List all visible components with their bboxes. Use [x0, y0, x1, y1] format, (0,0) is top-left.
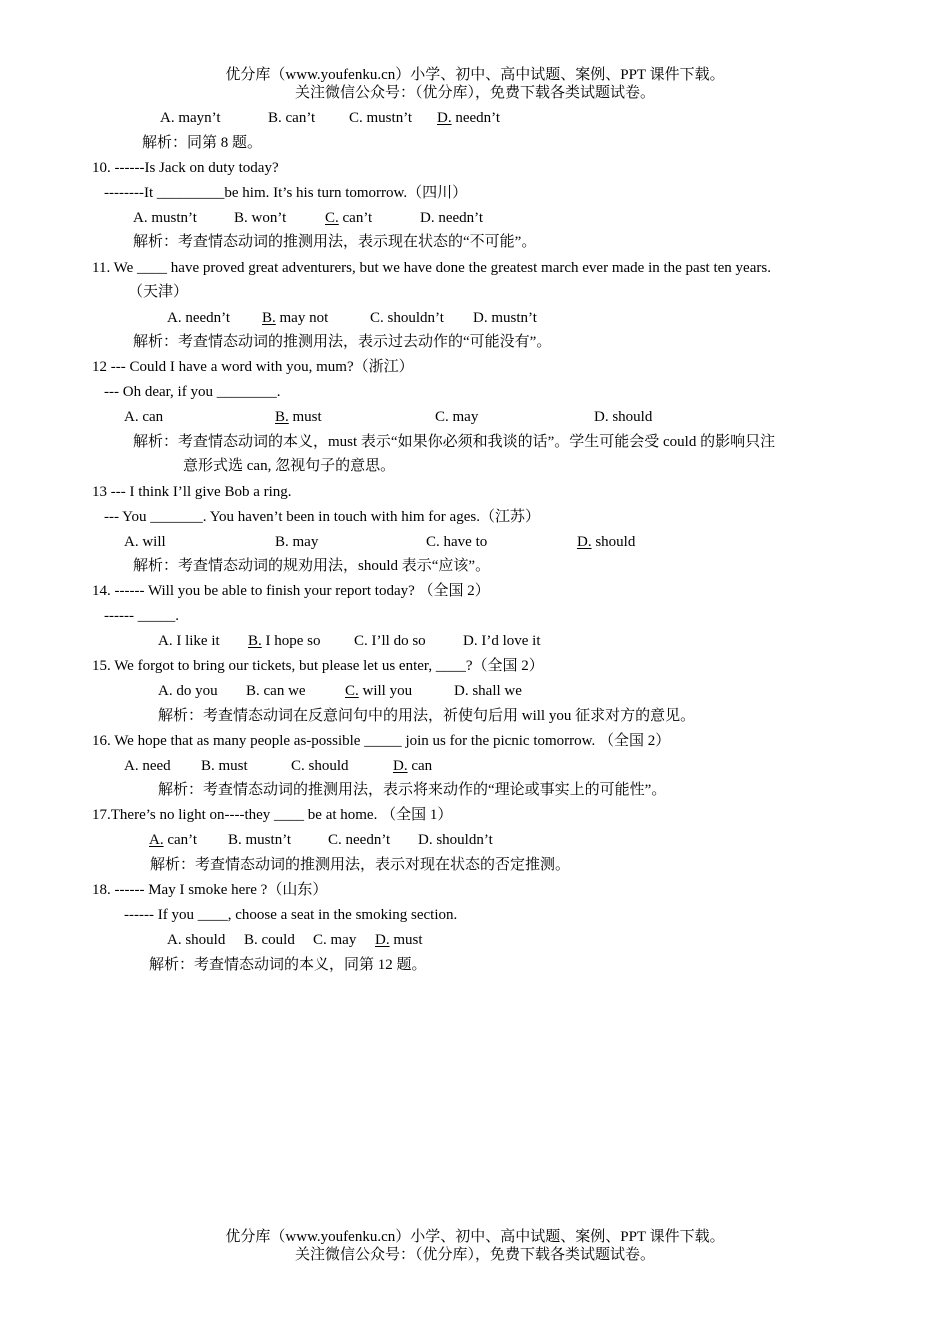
page-header-line-2: 关注微信公众号：（优分库），免费下载各类试题试卷。	[294, 85, 655, 101]
q13-option-c: C. have to	[426, 534, 488, 550]
q11-option-d: D. mustn’t	[473, 310, 537, 326]
q18-option-b: B. could	[244, 932, 295, 948]
q9-option-b: B. can’t	[268, 110, 316, 126]
q13-options	[0, 533, 950, 551]
q13-option-d: D. should	[577, 534, 636, 550]
q14-stem: 14. ------ Will you be able to finish your report today? （全国 2）	[92, 583, 490, 599]
q9-option-a: A. mayn’t	[160, 110, 221, 126]
q10-option-a: A. mustn’t	[133, 210, 197, 226]
q18-options	[0, 931, 950, 949]
q11-options	[0, 309, 950, 327]
q11-source: （天津）	[128, 284, 189, 300]
q14-response: ------ _____.	[104, 608, 179, 624]
q15-option-c: C. will you	[345, 683, 413, 699]
q15-option-d: D. shall we	[454, 683, 522, 699]
q11-option-c: C. shouldn’t	[370, 310, 444, 326]
q10-analysis: 解析：考查情态动词的推测用法，表示现在状态的“不可能”。	[133, 234, 537, 250]
q14-option-a: A. I like it	[158, 633, 220, 649]
page-footer-line-2: 关注微信公众号：（优分库），免费下载各类试题试卷。	[294, 1247, 655, 1263]
q14-option-b: B. I hope so	[248, 633, 321, 649]
q18-option-c: C. may	[313, 932, 357, 948]
q12-response: --- Oh dear, if you ________.	[104, 384, 281, 400]
q13-option-b: B. may	[275, 534, 319, 550]
q10-options	[0, 209, 950, 227]
q18-option-d: D. must	[375, 932, 423, 948]
q12-option-a: A. can	[124, 409, 164, 425]
q18-response: ------ If you ____, choose a seat in the smoking section.	[124, 907, 458, 923]
page-footer-line-1: 优分库（www.youfenku.cn）小学、初中、高中试题、案例、PPT 课件下载。	[225, 1229, 725, 1245]
q13-option-a: A. will	[124, 534, 166, 550]
q12-stem: 12 --- Could I have a word with you, mum?（浙江）	[92, 359, 414, 375]
q10-option-b: B. won’t	[234, 210, 287, 226]
q17-option-c: C. needn’t	[328, 832, 391, 848]
q15-options	[0, 682, 950, 700]
q15-analysis: 解析：考查情态动词在反意问句中的用法，祈使句后用 will you 征求对方的意见。	[158, 708, 696, 724]
q12-option-c: C. may	[435, 409, 479, 425]
q12-option-b: B. must	[275, 409, 322, 425]
q17-option-b: B. mustn’t	[228, 832, 292, 848]
q10-response: --------It _________be him. It’s his turn tomorrow.（四川）	[104, 185, 468, 201]
q11-option-a: A. needn’t	[167, 310, 231, 326]
q9-option-c: C. mustn’t	[349, 110, 413, 126]
q11-stem: 11. We ____ have proved great adventurers, but we have done the greatest march ever made in the past ten years.	[92, 260, 771, 276]
q16-option-d: D. can	[393, 758, 433, 774]
q12-option-d: D. should	[594, 409, 653, 425]
q16-stem: 16. We hope that as many people as-possible _____ join us for the picnic tomorrow. （全国 2）	[92, 733, 671, 749]
q18-analysis: 解析：考查情态动词的本义，同第 12 题。	[149, 957, 427, 973]
q14-option-c: C. I’ll do so	[354, 633, 426, 649]
q17-stem: 17.There’s no light on----they ____ be at home. （全国 1）	[92, 807, 453, 823]
q18-stem: 18. ------ May I smoke here ?（山东）	[92, 882, 328, 898]
q17-option-d: D. shouldn’t	[418, 832, 493, 848]
q17-analysis: 解析：考查情态动词的推测用法，表示对现在状态的否定推测。	[150, 857, 571, 873]
q9-option-d: D. needn’t	[437, 110, 501, 126]
q9-analysis: 解析：同第 8 题。	[142, 135, 263, 151]
q17-option-a: A. can’t	[149, 832, 198, 848]
q12-analysis: 解析：考查情态动词的本义，must 表示“如果你必须和我谈的话”。学生可能会受 could 的影响只注	[133, 434, 776, 450]
q10-option-d: D. needn’t	[420, 210, 484, 226]
q15-option-a: A. do you	[158, 683, 218, 699]
q11-analysis: 解析：考查情态动词的推测用法，表示过去动作的“可能没有”。	[133, 334, 552, 350]
q16-option-a: A. need	[124, 758, 171, 774]
q10-option-c: C. can’t	[325, 210, 373, 226]
q10-stem: 10. ------Is Jack on duty today?	[92, 160, 279, 176]
q12-options	[0, 408, 950, 426]
q9-options	[0, 109, 950, 127]
q16-option-c: C. should	[291, 758, 349, 774]
q14-options	[0, 632, 950, 650]
q16-options	[0, 757, 950, 775]
page-header-line-1: 优分库（www.youfenku.cn）小学、初中、高中试题、案例、PPT 课件下载。	[225, 67, 725, 83]
q13-analysis: 解析：考查情态动词的规劝用法，should 表示“应该”。	[133, 558, 491, 574]
q15-option-b: B. can we	[246, 683, 306, 699]
q11-option-b: B. may not	[262, 310, 329, 326]
q16-analysis: 解析：考查情态动词的推测用法，表示将来动作的“理论或事实上的可能性”。	[158, 782, 667, 798]
q14-option-d: D. I’d love it	[463, 633, 541, 649]
q13-stem: 13 --- I think I’ll give Bob a ring.	[92, 484, 292, 500]
q13-response: --- You _______. You haven’t been in touch with him for ages.（江苏）	[104, 509, 540, 525]
q15-stem: 15. We forgot to bring our tickets, but please let us enter, ____?（全国 2）	[92, 658, 544, 674]
q17-options	[0, 831, 950, 849]
q12-analysis-continued: 意形式选 can, 忽视句子的意思。	[183, 458, 396, 474]
q16-option-b: B. must	[201, 758, 248, 774]
q18-option-a: A. should	[167, 932, 226, 948]
